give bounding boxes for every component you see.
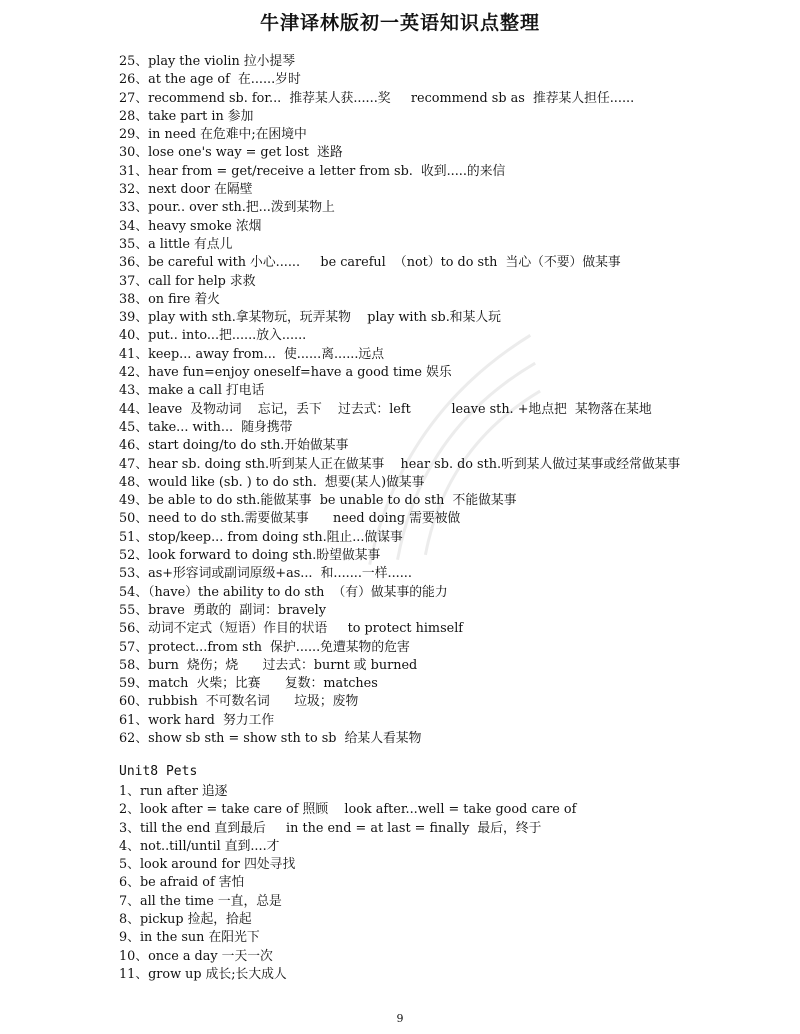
phrase-list-item: 43、make a call 打电话	[119, 383, 265, 399]
phrase-list-item: 28、take part in 参加	[119, 108, 254, 124]
phrase-list-item: 51、stop/keep... from doing sth.阻止...做谋事	[119, 529, 403, 545]
phrase-list-item: 50、need to do sth.需要做某事 need doing 需要被做	[119, 511, 461, 527]
phrase-list-item: 48、would like (sb. ) to do sth. 想要(某人)做某事	[119, 474, 425, 490]
phrase-list-item: 25、play the violin 拉小提琴	[119, 54, 296, 69]
phrase-list-item: 3、till the end 直到最后 in the end = at last = finally 最后，终于	[119, 820, 542, 836]
phrase-list-item: 47、hear sb. doing sth.听到某人正在做某事 hear sb. do sth.听到某人做过某事或经常做某事	[119, 456, 681, 472]
phrase-list-item: 38、on fire 着火	[119, 291, 220, 307]
phrase-list-item: 34、heavy smoke 浓烟	[119, 218, 262, 234]
phrase-list-item: 59、match 火柴；比赛 复数：matches	[119, 676, 378, 692]
phrase-list-item: 1、run after 追逐	[119, 784, 228, 799]
phrase-list-item: 26、at the age of 在......岁时	[119, 72, 301, 88]
page-number: 9	[396, 1012, 404, 1025]
phrase-list-item: 60、rubbish 不可数名词 垃圾；废物	[119, 694, 359, 710]
phrase-list-item: 41、keep... away from... 使......离......远点	[119, 346, 384, 362]
phrase-list-item: 36、be careful with 小心...... be careful （not）to do sth 当心（不要）做某事	[119, 255, 621, 271]
phrase-list-item: 31、hear from = get/receive a letter from sb. 收到.....的来信	[119, 163, 506, 179]
phrase-list-item: 35、a little 有点儿	[119, 236, 233, 252]
phrase-list-item: 56、动词不定式（短语）作目的状语 to protect himself	[119, 621, 464, 637]
phrase-list-item: 2、look after = take care of 照顾 look after...well = take good care of	[119, 802, 577, 818]
phrase-list-item: 7、all the time 一直，总是	[119, 893, 282, 909]
phrase-list-item: 55、brave 勇敢的 副词：bravely	[119, 602, 326, 618]
phrase-list-item: 57、protect...from sth 保护......免遭某物的危害	[119, 639, 410, 655]
page-title: 牛津译林版初一英语知识点整理	[259, 12, 540, 34]
section-heading-unit8: Unit8 Pets	[119, 764, 198, 779]
phrase-list-item: 58、burn 烧伤；烧 过去式：burnt 或 burned	[119, 657, 418, 673]
phrase-list-item: 62、show sb sth = show sth to sb 给某人看某物	[119, 730, 422, 746]
phrase-list-item: 27、recommend sb. for... 推荐某人获......奖 recommend sb as 推荐某人担任......	[119, 90, 635, 106]
phrase-list-item: 40、put.. into...把......放入......	[119, 328, 307, 344]
phrase-list-item: 30、lose one's way = get lost 迷路	[119, 145, 343, 161]
phrase-list-item: 44、leave 及物动词 忘记，丢下 过去式：left leave sth. +地点把 某物落在某地	[119, 401, 652, 417]
phrase-list-item: 32、next door 在隔壁	[119, 182, 253, 198]
phrase-list-item: 49、be able to do sth.能做某事 be unable to do sth 不能做某事	[119, 493, 517, 509]
phrase-list-item: 54、（have）the ability to do sth （有）做某事的能力	[119, 584, 448, 600]
unit7-phrase-list	[119, 53, 680, 748]
phrase-list-item: 52、look forward to doing sth.盼望做某事	[119, 548, 381, 564]
phrase-list-item: 61、work hard 努力工作	[119, 712, 275, 728]
phrase-list-item: 10、once a day 一天一次	[119, 948, 273, 964]
phrase-list-item: 33、pour.. over sth.把...泼到某物上	[119, 200, 335, 216]
unit8-phrase-list	[119, 783, 576, 984]
phrase-list-item: 53、as+形容词或副词原级+as... 和.......一样......	[119, 566, 412, 582]
phrase-list-item: 29、in need 在危难中;在困境中	[119, 127, 307, 143]
phrase-list-item: 9、in the sun 在阳光下	[119, 930, 260, 946]
phrase-list-item: 46、start doing/to do sth.开始做某事	[119, 438, 349, 454]
phrase-list-item: 45、take... with... 随身携带	[119, 419, 293, 435]
phrase-list-item: 5、look around for 四处寻找	[119, 857, 296, 873]
phrase-list-item: 37、call for help 求救	[119, 273, 256, 289]
phrase-list-item: 8、pickup 捡起，拾起	[119, 912, 252, 928]
phrase-list-item: 39、play with sth.拿某物玩，玩弄某物 play with sb.和某人玩	[119, 310, 501, 326]
phrase-list-item: 4、not..till/until 直到....才	[119, 838, 280, 854]
phrase-list-item: 42、have fun=enjoy oneself=have a good time 娱乐	[119, 365, 452, 381]
phrase-list-item: 6、be afraid of 害怕	[119, 875, 245, 891]
phrase-list-item: 11、grow up 成长;长大成人	[119, 966, 287, 982]
